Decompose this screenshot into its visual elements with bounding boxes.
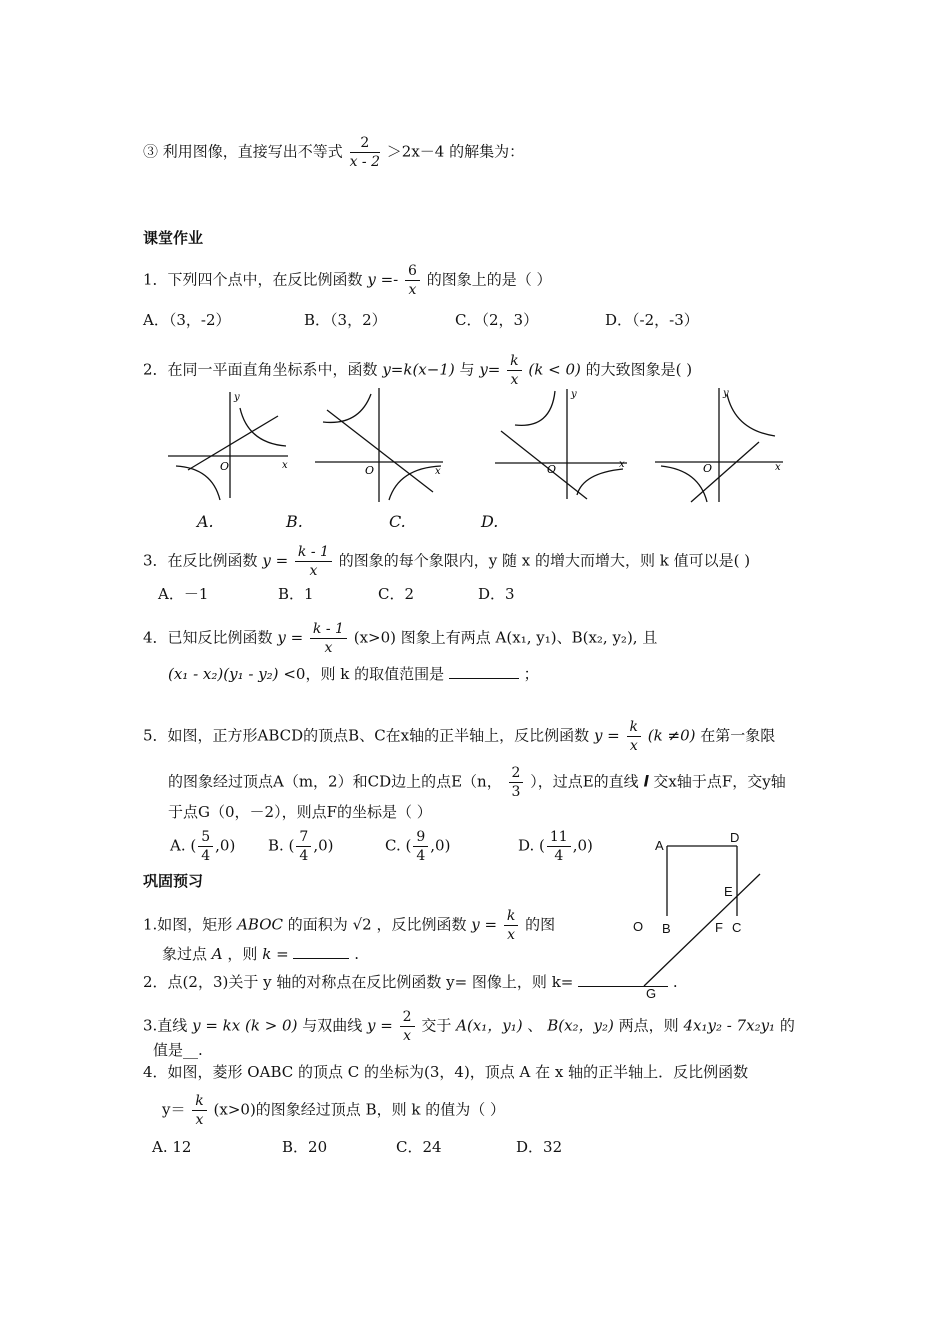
r3-expr: 4x₁y₂ - 7x₂y₁	[683, 1016, 776, 1035]
fig5-label-a: A	[655, 838, 664, 853]
section-title-review: 巩固预习	[143, 872, 204, 890]
c2-graph-b	[315, 384, 445, 504]
r3-text-c: 交于	[421, 1016, 452, 1035]
c2d-x: x	[775, 462, 781, 473]
c1-func: y =-	[367, 270, 399, 289]
c4-expr: (x₁ - x₂)(y₁ - y₂)	[168, 665, 279, 683]
c5-option-d: D. ( $\frac{11}{4}$ ,0)	[518, 829, 593, 864]
c5-line2	[168, 764, 786, 801]
c5-text: 5．如图，正方形ABCD的顶点B、C在x轴的正半轴上，反比例函数	[143, 726, 590, 745]
r3-func: y =	[367, 1016, 393, 1035]
r4-line2	[162, 1092, 505, 1129]
r1-text: 1.如图，矩形	[143, 915, 233, 934]
c2-label-b: B.	[286, 512, 303, 531]
c5-line	[143, 718, 775, 755]
c2-graph-d	[655, 384, 785, 504]
fig5-label-e: E	[724, 884, 733, 899]
r4-option-a: A. 12	[152, 1138, 192, 1156]
c3-option-c: C．2	[378, 585, 415, 603]
r4-text-b: (x>0)的图象经过顶点 B，则 k 的值为（ ）	[213, 1100, 505, 1119]
c3-option-d: D．3	[478, 585, 515, 603]
c2d-origin: O	[703, 462, 713, 475]
fig5-label-o: O	[633, 919, 644, 934]
r3-point-b: B(x₂，y₂)	[547, 1016, 614, 1035]
c2-text-b: 的大致图象是( )	[585, 360, 693, 379]
c5-line3: 于点G（0，－2），则点F的坐标是（ ）	[168, 803, 432, 821]
c3-text-b: 的图象的每个象限内，y 随 x 的增大而增大，则 k 值可以是( )	[338, 551, 751, 570]
r1-func: y =	[471, 915, 498, 934]
c3-option-b: B．1	[278, 585, 314, 603]
r1-line2	[162, 944, 359, 964]
c2b-x: x	[435, 466, 441, 477]
r3-line	[143, 1008, 795, 1045]
r4-option-b: B．20	[282, 1138, 328, 1156]
c5-cond: (k ≠0)	[647, 726, 696, 745]
c3-text: 3．在反比例函数	[143, 551, 258, 570]
c2c-origin: O	[547, 463, 557, 476]
c3-option-a: A．－1	[158, 585, 209, 603]
c1-option-d: D．（-2，-3）	[605, 311, 699, 329]
r4-line: 4．如图，菱形 OABC 的顶点 C 的坐标为(3，4)，顶点 A 在 x 轴的正半轴上．反比例函数	[143, 1063, 749, 1081]
c2-text: 2．在同一平面直角坐标系中，函数	[143, 360, 378, 379]
r3-fraction: $\frac{2}{x}$	[400, 1008, 415, 1045]
c4-answer-blank[interactable]	[449, 664, 519, 679]
c1-text: 1．下列四个点中，在反比例函数	[143, 270, 363, 289]
r4-fraction: $\frac{k}{x}$	[192, 1092, 206, 1129]
c1-option-a: A．（3，-2）	[143, 311, 231, 329]
q3-suffix: ＞2x－4 的解集为：	[386, 142, 525, 161]
c3-func: y =	[262, 551, 289, 570]
r2-line	[143, 972, 678, 992]
c5-line-l: l	[643, 772, 649, 791]
c5-option-b: B. ( $\frac{7}{4}$ ,0)	[268, 829, 334, 864]
c2c-x: x	[619, 459, 625, 470]
c4-text-b: (x>0) 图象上有两点 A(x₁, y₁)、B(x₂, y₂), 且	[353, 628, 658, 647]
c2c-y: y	[571, 389, 577, 400]
c2-label-d: D.	[481, 512, 499, 531]
c4-text-d: ；	[523, 665, 539, 683]
c2d-y: y	[723, 388, 729, 399]
c5-text-b: 在第一象限	[700, 726, 776, 745]
r3-line-eq: y = kx (k > 0)	[192, 1016, 298, 1035]
c2-func1: y=k(x−1)	[382, 360, 455, 379]
c2-graph-a	[168, 388, 293, 503]
q3-fraction: $\frac{2}{x - 2}$	[349, 135, 380, 170]
c2-cond: (k < 0)	[528, 360, 581, 379]
c1-option-c: C．（2，3）	[455, 311, 539, 329]
c4-line	[143, 620, 657, 657]
r4-text: y＝	[162, 1100, 186, 1119]
r2-text: 2．点(2，3)关于 y 轴的对称点在反比例函数 y= 图像上，则 k=	[143, 973, 574, 991]
r3-sep: 、	[527, 1016, 543, 1035]
r2-end: .	[672, 973, 678, 991]
r3-line2: 值是__.	[153, 1041, 203, 1059]
r1-fraction: $\frac{k}{x}$	[504, 907, 518, 944]
c4-text-c: <0，则 k 的取值范围是	[283, 665, 445, 683]
fig5-label-b: B	[662, 921, 671, 936]
c1-line	[143, 262, 551, 299]
r1-k: k =	[262, 945, 289, 963]
c2-fraction: $\frac{k}{x}$	[507, 352, 521, 389]
c5-option-a: A. ( $\frac{5}{4}$ ,0)	[170, 829, 236, 864]
fig5-label-f: F	[715, 920, 723, 935]
r1-text-b: 的面积为	[287, 915, 348, 934]
c2-mid: 与	[459, 360, 475, 379]
r1-sqrt: √2	[352, 915, 372, 934]
c4-line2	[168, 664, 539, 684]
r1-point: A	[211, 945, 223, 963]
fig5-label-d: D	[730, 830, 740, 845]
c3-fraction: $\frac{k - 1}{x}$	[295, 543, 332, 580]
r2-answer-blank[interactable]	[578, 972, 668, 987]
c1-fraction: $\frac{6}{x}$	[405, 262, 420, 299]
c5-fraction: $\frac{k}{x}$	[627, 718, 641, 755]
section-title-class: 课堂作业	[143, 229, 204, 247]
c2a-origin: O	[220, 460, 230, 473]
c5-fraction2: $\frac{2}{3}$	[509, 764, 524, 801]
c5-text-d: ），过点E的直线	[530, 772, 639, 791]
r1-rect: ABOC	[237, 915, 284, 934]
c3-line	[143, 543, 750, 580]
c2-func2: y=	[479, 360, 501, 379]
c5-func: y =	[593, 726, 620, 745]
r1-end: .	[354, 945, 359, 963]
r1-text-c: ，反比例函数	[376, 915, 467, 934]
c5-option-c: C. ( $\frac{9}{4}$ ,0)	[385, 829, 451, 864]
r3-text-b: 与双曲线	[302, 1016, 363, 1035]
c1-option-b: B．（3，2）	[304, 311, 387, 329]
r1-text-e: 象过点	[162, 945, 208, 963]
c5-text-c: 的图象经过顶点A（m，2）和CD边上的点E（n，	[168, 772, 502, 791]
c2-label-a: A.	[197, 512, 214, 531]
fig5-label-c: C	[732, 920, 742, 935]
r1-text-f: ，则	[227, 945, 258, 963]
r4-option-d: D．32	[516, 1138, 563, 1156]
r3-text-e: 的	[779, 1016, 795, 1035]
c2a-y: y	[234, 392, 240, 403]
q3-line	[143, 134, 524, 171]
c5-text-e: 交x轴于点F，交y轴	[653, 772, 786, 791]
r3-text: 3.直线	[143, 1016, 188, 1035]
c4-func: y =	[277, 628, 304, 647]
c2b-origin: O	[365, 464, 375, 477]
c4-text: 4．已知反比例函数	[143, 628, 273, 647]
c1-text-b: 的图象上的是（ ）	[426, 270, 552, 289]
r3-text-d: 两点，则	[618, 1016, 679, 1035]
c2-label-c: C.	[389, 512, 406, 531]
r1-text-d: 的图	[525, 915, 556, 934]
c2-graph-c	[495, 385, 630, 500]
r4-option-c: C．24	[396, 1138, 442, 1156]
r1-line	[143, 907, 555, 944]
c2a-x: x	[282, 460, 288, 471]
c4-fraction: $\frac{k - 1}{x}$	[310, 620, 347, 657]
q3-prefix: ③ 利用图像，直接写出不等式	[143, 142, 343, 161]
fig5-label-g: G	[646, 986, 657, 1001]
r3-point-a: A(x₁，y₁)	[456, 1016, 523, 1035]
r1-answer-blank[interactable]	[293, 944, 349, 959]
